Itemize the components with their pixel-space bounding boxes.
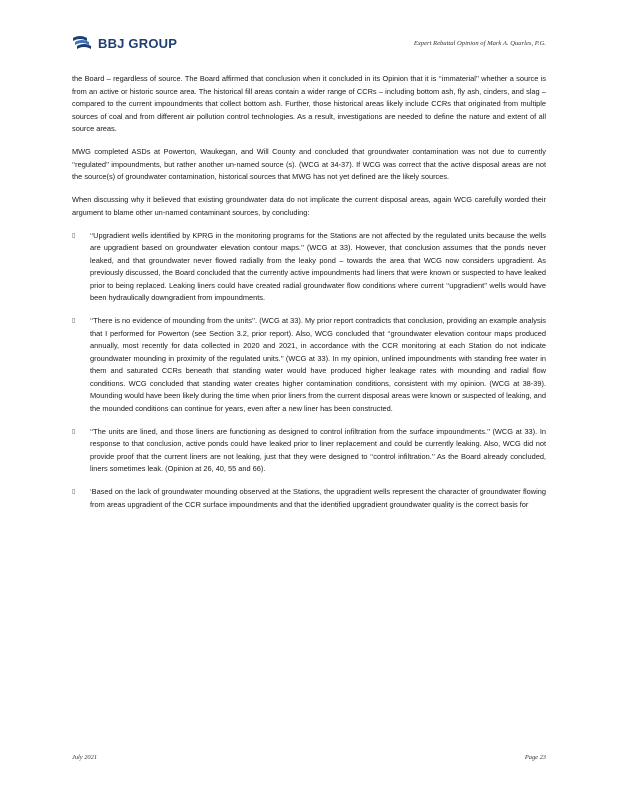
logo-mark-icon: [72, 34, 94, 52]
page-body: [72, 73, 546, 522]
bullet-text: ‘‘The units are lined, and those liners are functioning as designed to control infiltration from the surface impoundments.’’ (WCG at 33). In response to that conclusion, active ponds could have leaked prior to liner replacement and could be currently leaking. Also, WCG did not provide proof that the current liners are not leaking, just that they were designed to ‘‘control infiltration.’’ As the Board already concluded, liners sometimes leak. (Opinion at 26, 40, 55 and 66).: [90, 426, 546, 473]
logo-text: BBJ GROUP: [98, 35, 178, 51]
bullet-marker-icon: ▯: [72, 318, 76, 324]
paragraph: the Board – regardless of source. The Board affirmed that conclusion when it concluded in its Opinion that it is ‘‘immaterial’’ whether a source is from an active or historic source area. The historical fill areas contain a wider range of CCRs – including bottom ash, fly ash, cinders, and slag – compared to the current impoundments that collect bottom ash. Further, those historical areas likely include CCRs that originated from multiple sources of coal and from different air pollution control technologies. As a result, investigations are needed to define the nature and extent of all source areas.: [72, 74, 546, 133]
bullet-item: [72, 315, 546, 415]
bullet-text: ‘‘There is no evidence of mounding from the units’’. (WCG at 33). My prior report contradicts that conclusion, providing an example analysis that I performed for Powerton (see Section 3.2, prior report). Also, WCG concluded that ‘‘groundwater elevation contour maps produced annually, most recently for data collected in 2020 and 2021, in accordance with the CCR monitoring at each Station do not indicate groundwater mounding in proximity of the regulated units.’’ (WCG at 33). In my opinion, unlined impoundments with standing free water in them and saturated CCRs beneath that standing water would have produced higher leakage rates with mounding and radial flow conditions. WCG concluded that standing water creates higher contamination conditions, consistent with my opinion. (WCG at 38-39). Mounding would have been likely during the time when prior liners from the current disposal areas were known or suspected of leaking, and the mounded conditions can continue for years, even after a new liner has been constructed.: [90, 316, 547, 413]
paragraph: MWG completed ASDs at Powerton, Waukegan, and Will County and concluded that groundwater contamination was not due to currently ‘‘regulated’’ impoundments, but rather another un-named source (s). (WCG at 34-37). If WCG was correct that the active disposal areas are not the source(s) of groundwater contamination, historical sources that MWG has not yet defined are the likely sources.: [72, 147, 546, 181]
paragraph: When discussing why it believed that existing groundwater data do not implicate the current disposal areas, again WCG carefully worded their argument to blame other un-named contaminant sources, by concluding:: [72, 195, 546, 217]
bullet-item: [72, 486, 546, 511]
bullet-item: [72, 230, 546, 305]
bullet-marker-icon: ▯: [72, 232, 76, 239]
bullet-text: ‘‘Upgradient wells identified by KPRG in the monitoring programs for the Stations are not affected by the regulated units because the wells are upgradient based on groundwater elevation contour maps.’’ (WCG at 33). However, that conclusion assumes that the ponds never leaked, and that groundwater never flowed radially from the leaky pond – towards the area that WCG now considers upgradient. As previously discussed, the Board concluded that the currently active impoundments had liners that were known or suspected to have leaked prior to being replaced. Leaking liners could have created radial groundwater flow conditions where current ‘‘upgradient’’ wells would have been hydraulically downgradient from impoundments.: [90, 230, 546, 302]
bullet-marker-icon: ▯: [72, 428, 76, 435]
footer-date: July 2021: [72, 754, 98, 761]
bullet-item: [72, 426, 546, 476]
page-header: [72, 34, 546, 58]
document-title: Expert Rebuttal Opinion of Mark A. Quarles, P.G.: [413, 40, 546, 47]
page-number: Page 23: [524, 754, 546, 761]
bullet-marker-icon: ▯: [72, 489, 76, 495]
company-logo: [72, 34, 177, 52]
bullet-text: ‘Based on the lack of groundwater mounding observed at the Stations, the upgradient wells represent the character of groundwater flowing from areas upgradient of the CCR surface impoundments and that the identified upgradient groundwater quality is the correct basis for: [90, 487, 546, 509]
